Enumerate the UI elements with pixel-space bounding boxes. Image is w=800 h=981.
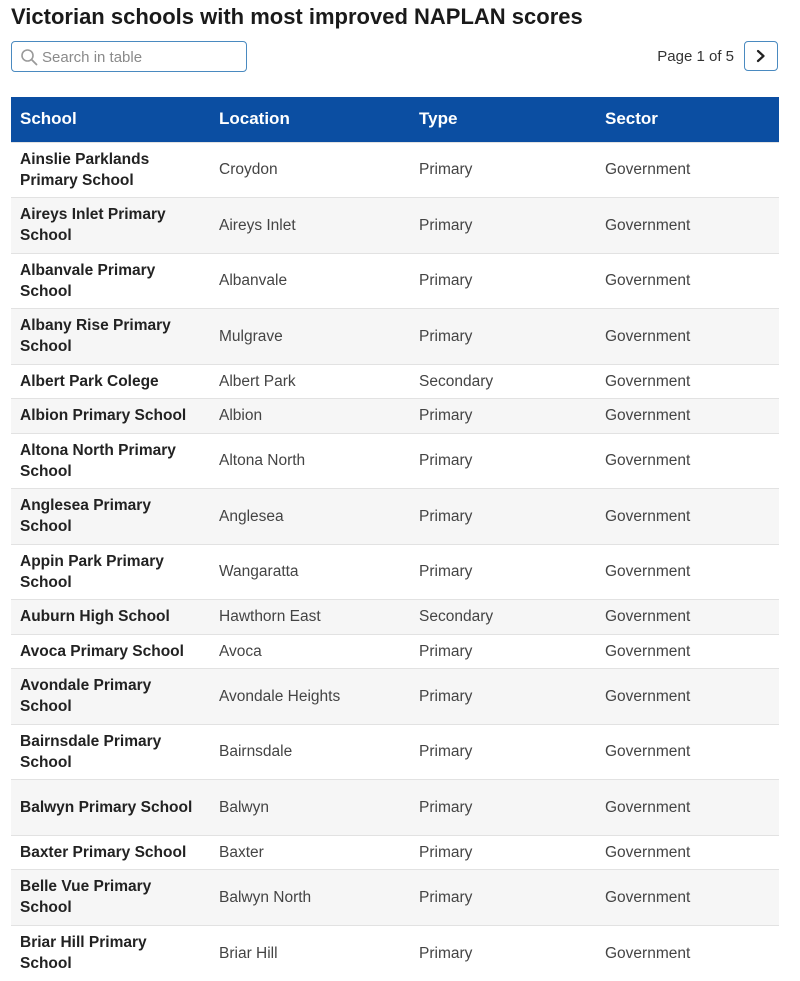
table-row bbox=[11, 669, 779, 725]
cell-school: Avondale Primary School bbox=[11, 669, 210, 725]
schools-table bbox=[11, 97, 779, 981]
column-header-sector[interactable]: Sector bbox=[596, 97, 779, 142]
table-row bbox=[11, 780, 779, 836]
cell-type: Primary bbox=[410, 544, 596, 600]
cell-school: Belle Vue Primary School bbox=[11, 870, 210, 926]
cell-type: Primary bbox=[410, 489, 596, 545]
cell-location: Wangaratta bbox=[210, 544, 410, 600]
cell-location: Mulgrave bbox=[210, 309, 410, 365]
cell-sector: Government bbox=[596, 433, 779, 489]
next-page-button[interactable] bbox=[744, 41, 778, 71]
table-row bbox=[11, 544, 779, 600]
cell-sector: Government bbox=[596, 870, 779, 926]
cell-location: Bairnsdale bbox=[210, 724, 410, 780]
cell-location: Avondale Heights bbox=[210, 669, 410, 725]
cell-sector: Government bbox=[596, 399, 779, 434]
cell-sector: Government bbox=[596, 669, 779, 725]
cell-type: Primary bbox=[410, 399, 596, 434]
cell-type: Secondary bbox=[410, 364, 596, 399]
cell-type: Primary bbox=[410, 142, 596, 198]
cell-location: Albanvale bbox=[210, 253, 410, 309]
cell-sector: Government bbox=[596, 835, 779, 870]
cell-school: Baxter Primary School bbox=[11, 835, 210, 870]
table-row bbox=[11, 870, 779, 926]
cell-location: Briar Hill bbox=[210, 925, 410, 981]
search-icon bbox=[20, 48, 38, 66]
page-title: Victorian schools with most improved NAPLAN scores bbox=[11, 4, 583, 29]
search-box[interactable] bbox=[11, 41, 247, 72]
cell-school: Aireys Inlet Primary School bbox=[11, 198, 210, 254]
cell-location: Albion bbox=[210, 399, 410, 434]
cell-school: Albanvale Primary School bbox=[11, 253, 210, 309]
cell-location: Balwyn North bbox=[210, 870, 410, 926]
table-row bbox=[11, 142, 779, 198]
chevron-right-icon bbox=[755, 49, 767, 63]
cell-location: Aireys Inlet bbox=[210, 198, 410, 254]
table-row bbox=[11, 364, 779, 399]
cell-location: Balwyn bbox=[210, 780, 410, 836]
table-row bbox=[11, 433, 779, 489]
cell-type: Primary bbox=[410, 433, 596, 489]
cell-type: Primary bbox=[410, 780, 596, 836]
table-row bbox=[11, 198, 779, 254]
cell-sector: Government bbox=[596, 600, 779, 635]
table-row bbox=[11, 253, 779, 309]
cell-type: Primary bbox=[410, 253, 596, 309]
cell-school: Albany Rise Primary School bbox=[11, 309, 210, 365]
cell-sector: Government bbox=[596, 634, 779, 669]
table-row bbox=[11, 925, 779, 981]
cell-school: Ainslie Parklands Primary School bbox=[11, 142, 210, 198]
cell-school: Avoca Primary School bbox=[11, 634, 210, 669]
cell-school: Bairnsdale Primary School bbox=[11, 724, 210, 780]
cell-type: Secondary bbox=[410, 600, 596, 635]
cell-sector: Government bbox=[596, 925, 779, 981]
table-row bbox=[11, 724, 779, 780]
cell-school: Albion Primary School bbox=[11, 399, 210, 434]
cell-sector: Government bbox=[596, 253, 779, 309]
cell-sector: Government bbox=[596, 724, 779, 780]
cell-location: Croydon bbox=[210, 142, 410, 198]
column-header-school[interactable]: School bbox=[11, 97, 210, 142]
cell-location: Altona North bbox=[210, 433, 410, 489]
cell-sector: Government bbox=[596, 364, 779, 399]
cell-school: Appin Park Primary School bbox=[11, 544, 210, 600]
cell-type: Primary bbox=[410, 925, 596, 981]
page-indicator: Page 1 of 5 bbox=[657, 48, 734, 65]
cell-sector: Government bbox=[596, 780, 779, 836]
table-row bbox=[11, 835, 779, 870]
cell-type: Primary bbox=[410, 835, 596, 870]
cell-school: Anglesea Primary School bbox=[11, 489, 210, 545]
cell-school: Altona North Primary School bbox=[11, 433, 210, 489]
table-row bbox=[11, 489, 779, 545]
cell-sector: Government bbox=[596, 544, 779, 600]
cell-location: Albert Park bbox=[210, 364, 410, 399]
cell-location: Hawthorn East bbox=[210, 600, 410, 635]
cell-type: Primary bbox=[410, 724, 596, 780]
cell-location: Avoca bbox=[210, 634, 410, 669]
cell-sector: Government bbox=[596, 198, 779, 254]
cell-school: Albert Park Colege bbox=[11, 364, 210, 399]
table-row bbox=[11, 399, 779, 434]
cell-school: Briar Hill Primary School bbox=[11, 925, 210, 981]
column-header-location[interactable]: Location bbox=[210, 97, 410, 142]
cell-location: Baxter bbox=[210, 835, 410, 870]
cell-type: Primary bbox=[410, 870, 596, 926]
cell-location: Anglesea bbox=[210, 489, 410, 545]
search-input[interactable] bbox=[42, 45, 242, 69]
cell-sector: Government bbox=[596, 309, 779, 365]
cell-type: Primary bbox=[410, 309, 596, 365]
cell-sector: Government bbox=[596, 489, 779, 545]
cell-sector: Government bbox=[596, 142, 779, 198]
table-row bbox=[11, 634, 779, 669]
table-header-row bbox=[11, 97, 779, 142]
table-body bbox=[11, 142, 779, 981]
column-header-type[interactable]: Type bbox=[410, 97, 596, 142]
cell-type: Primary bbox=[410, 634, 596, 669]
table-row bbox=[11, 309, 779, 365]
cell-school: Balwyn Primary School bbox=[11, 780, 210, 836]
table-row bbox=[11, 600, 779, 635]
cell-type: Primary bbox=[410, 198, 596, 254]
cell-type: Primary bbox=[410, 669, 596, 725]
cell-school: Auburn High School bbox=[11, 600, 210, 635]
